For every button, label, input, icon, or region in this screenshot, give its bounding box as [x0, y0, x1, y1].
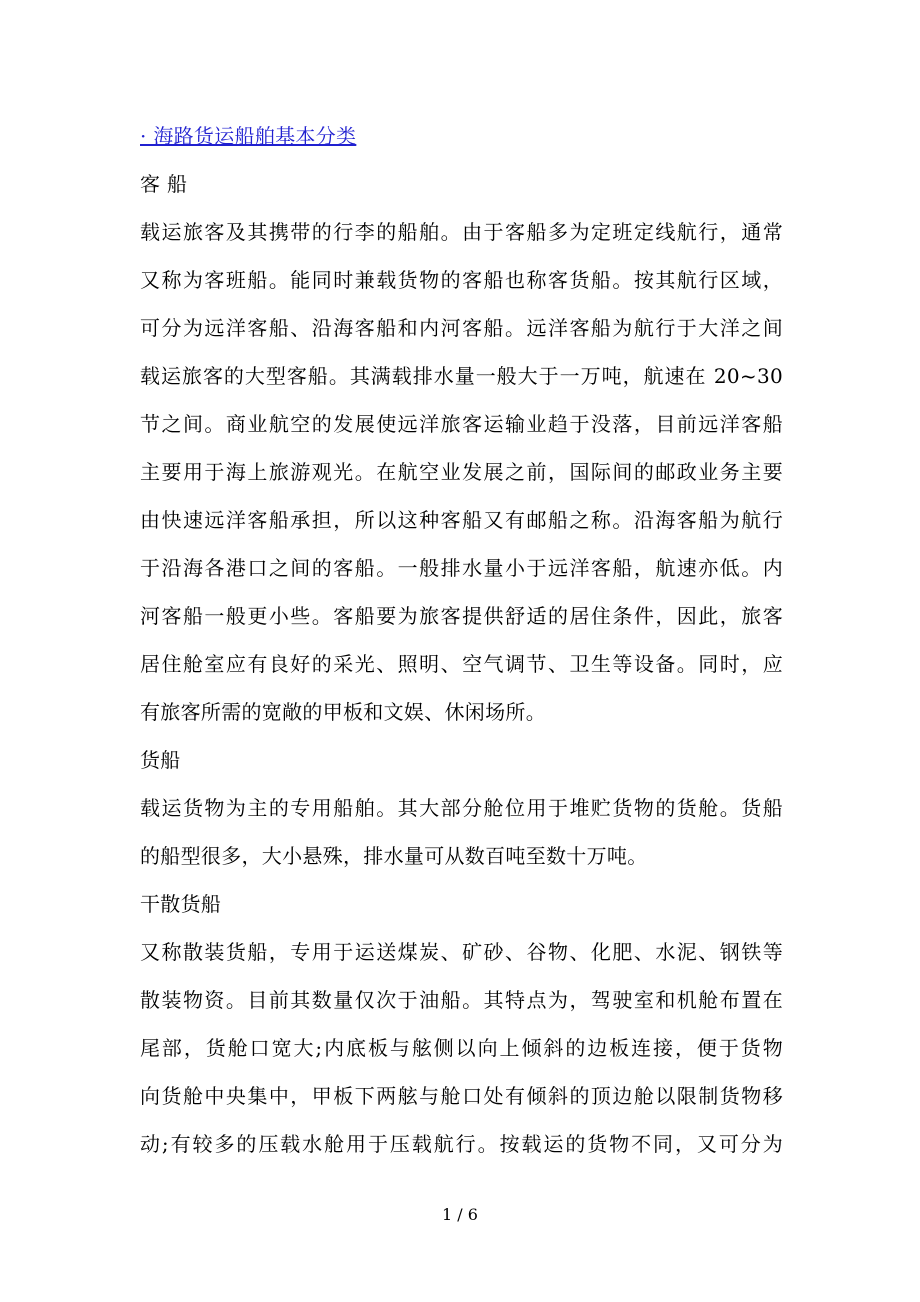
section-body-cargo-ship: [140, 784, 783, 880]
paragraph-line: 又称散装货船，专用于运送煤炭、矿砂、谷物、化肥、水泥、钢铁等: [140, 940, 783, 964]
paragraph-line: 居住舱室应有良好的采光、照明、空气调节、卫生等设备。同时，应: [140, 652, 783, 676]
paragraph-line: 动;有较多的压载水舱用于压载航行。按载运的货物不同，又可分为: [140, 1132, 783, 1156]
paragraph-line: 由快速远洋客船承担，所以这种客船又有邮船之称。沿海客船为航行: [140, 508, 783, 532]
section-body-bulk-carrier: [140, 928, 783, 1168]
title-row: [140, 112, 783, 160]
paragraph-line: 可分为远洋客船、沿海客船和内河客船。远洋客船为航行于大洋之间: [140, 316, 783, 340]
paragraph-line: 载运旅客及其携带的行李的船舶。由于客船多为定班定线航行，通常: [140, 220, 783, 244]
document-body: [140, 112, 783, 1168]
section-heading-bulk-carrier: 干散货船: [140, 892, 222, 916]
paragraph-line: 向货舱中央集中，甲板下两舷与舱口处有倾斜的顶边舱以限制货物移: [140, 1084, 783, 1108]
paragraph-line: 节之间。商业航空的发展使远洋旅客运输业趋于没落，目前远洋客船: [140, 412, 783, 436]
section-heading-passenger-ship: 客 船: [140, 172, 188, 196]
section-body-passenger-ship: [140, 208, 783, 736]
paragraph-line: 尾部，货舱口宽大;内底板与舷侧以向上倾斜的边板连接，便于货物: [140, 1036, 783, 1060]
paragraph-line: 又称为客班船。能同时兼载货物的客船也称客货船。按其航行区域，: [140, 268, 783, 292]
paragraph-line: 载运旅客的大型客船。其满载排水量一般大于一万吨，航速在 20~30: [140, 364, 783, 388]
paragraph-line: 的船型很多，大小悬殊，排水量可从数百吨至数十万吨。: [140, 844, 648, 868]
paragraph-line: 有旅客所需的宽敞的甲板和文娱、休闲场所。: [140, 700, 546, 724]
paragraph-line: 载运货物为主的专用船舶。其大部分舱位用于堆贮货物的货舱。货船: [140, 796, 783, 820]
paragraph-line: 于沿海各港口之间的客船。一般排水量小于远洋客船，航速亦低。内: [140, 556, 783, 580]
paragraph-line: 河客船一般更小些。客船要为旅客提供舒适的居住条件，因此，旅客: [140, 604, 783, 628]
page-number: 1 / 6: [442, 1205, 478, 1224]
section-heading-cargo-ship: 货船: [140, 748, 181, 772]
document-title-link[interactable]: · 海路货运船舶基本分类: [140, 124, 357, 148]
paragraph-line: 主要用于海上旅游观光。在航空业发展之前，国际间的邮政业务主要: [140, 460, 783, 484]
paragraph-line: 散装物资。目前其数量仅次于油船。其特点为，驾驶室和机舱布置在: [140, 988, 783, 1012]
